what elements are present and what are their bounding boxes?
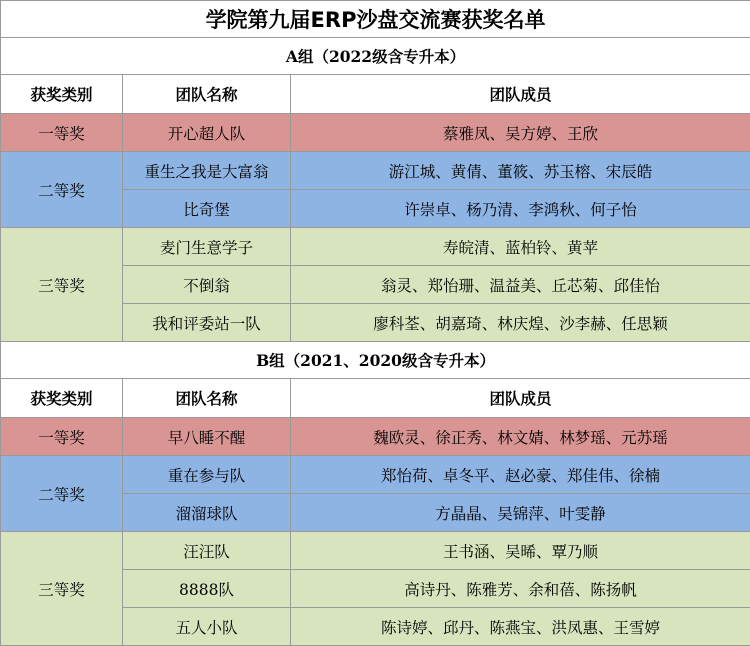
team-name: 五人小队 bbox=[123, 608, 291, 646]
award-label-first: 一等奖 bbox=[1, 418, 123, 456]
table-row bbox=[1, 532, 750, 570]
team-name: 8888队 bbox=[123, 570, 291, 608]
group-b-heading: B组（2021、2020级含专升本） bbox=[1, 342, 750, 379]
team-members: 方晶晶、吴锦萍、叶雯静 bbox=[291, 494, 750, 532]
award-label-second: 二等奖 bbox=[1, 152, 123, 228]
header-members: 团队成员 bbox=[291, 75, 750, 114]
table-row bbox=[1, 456, 750, 494]
team-members: 翁灵、郑怡珊、温益美、丘芯菊、邱佳怡 bbox=[291, 266, 750, 304]
award-label-second: 二等奖 bbox=[1, 456, 123, 532]
team-members: 寿皖清、蓝柏铃、黄苹 bbox=[291, 228, 750, 266]
table-row bbox=[1, 418, 750, 456]
award-label-first: 一等奖 bbox=[1, 114, 123, 152]
table-row bbox=[1, 152, 750, 190]
team-members: 游江城、黄倩、董筱、苏玉榕、宋辰皓 bbox=[291, 152, 750, 190]
award-label-third: 三等奖 bbox=[1, 532, 123, 646]
table-row bbox=[1, 114, 750, 152]
team-name: 重在参与队 bbox=[123, 456, 291, 494]
team-members: 蔡雅凤、吴方婷、王欣 bbox=[291, 114, 750, 152]
team-members: 魏欧灵、徐正秀、林文婧、林梦瑶、元苏瑶 bbox=[291, 418, 750, 456]
header-team: 团队名称 bbox=[123, 75, 291, 114]
page-title: 学院第九届ERP沙盘交流赛获奖名单 bbox=[1, 1, 750, 38]
team-members: 廖科荃、胡嘉琦、林庆煌、沙李赫、任思颖 bbox=[291, 304, 750, 342]
team-name: 不倒翁 bbox=[123, 266, 291, 304]
team-name: 比奇堡 bbox=[123, 190, 291, 228]
header-category: 获奖类别 bbox=[1, 379, 123, 418]
team-members: 许崇卓、杨乃清、李鸿秋、何子怡 bbox=[291, 190, 750, 228]
header-category: 获奖类别 bbox=[1, 75, 123, 114]
header-members: 团队成员 bbox=[291, 379, 750, 418]
team-name: 我和评委站一队 bbox=[123, 304, 291, 342]
award-label-third: 三等奖 bbox=[1, 228, 123, 342]
team-members: 郑怡荷、卓冬平、赵必豪、郑佳伟、徐楠 bbox=[291, 456, 750, 494]
team-members: 高诗丹、陈雅芳、余和蓓、陈扬帆 bbox=[291, 570, 750, 608]
header-team: 团队名称 bbox=[123, 379, 291, 418]
team-name: 溜溜球队 bbox=[123, 494, 291, 532]
team-members: 王书涵、吴晞、覃乃顺 bbox=[291, 532, 750, 570]
table-row bbox=[1, 228, 750, 266]
team-members: 陈诗婷、邱丹、陈燕宝、洪凤惠、王雪婷 bbox=[291, 608, 750, 646]
team-name: 开心超人队 bbox=[123, 114, 291, 152]
group-a-heading: A组（2022级含专升本） bbox=[1, 38, 750, 75]
team-name: 汪汪队 bbox=[123, 532, 291, 570]
team-name: 麦门生意学子 bbox=[123, 228, 291, 266]
team-name: 重生之我是大富翁 bbox=[123, 152, 291, 190]
team-name: 早八睡不醒 bbox=[123, 418, 291, 456]
